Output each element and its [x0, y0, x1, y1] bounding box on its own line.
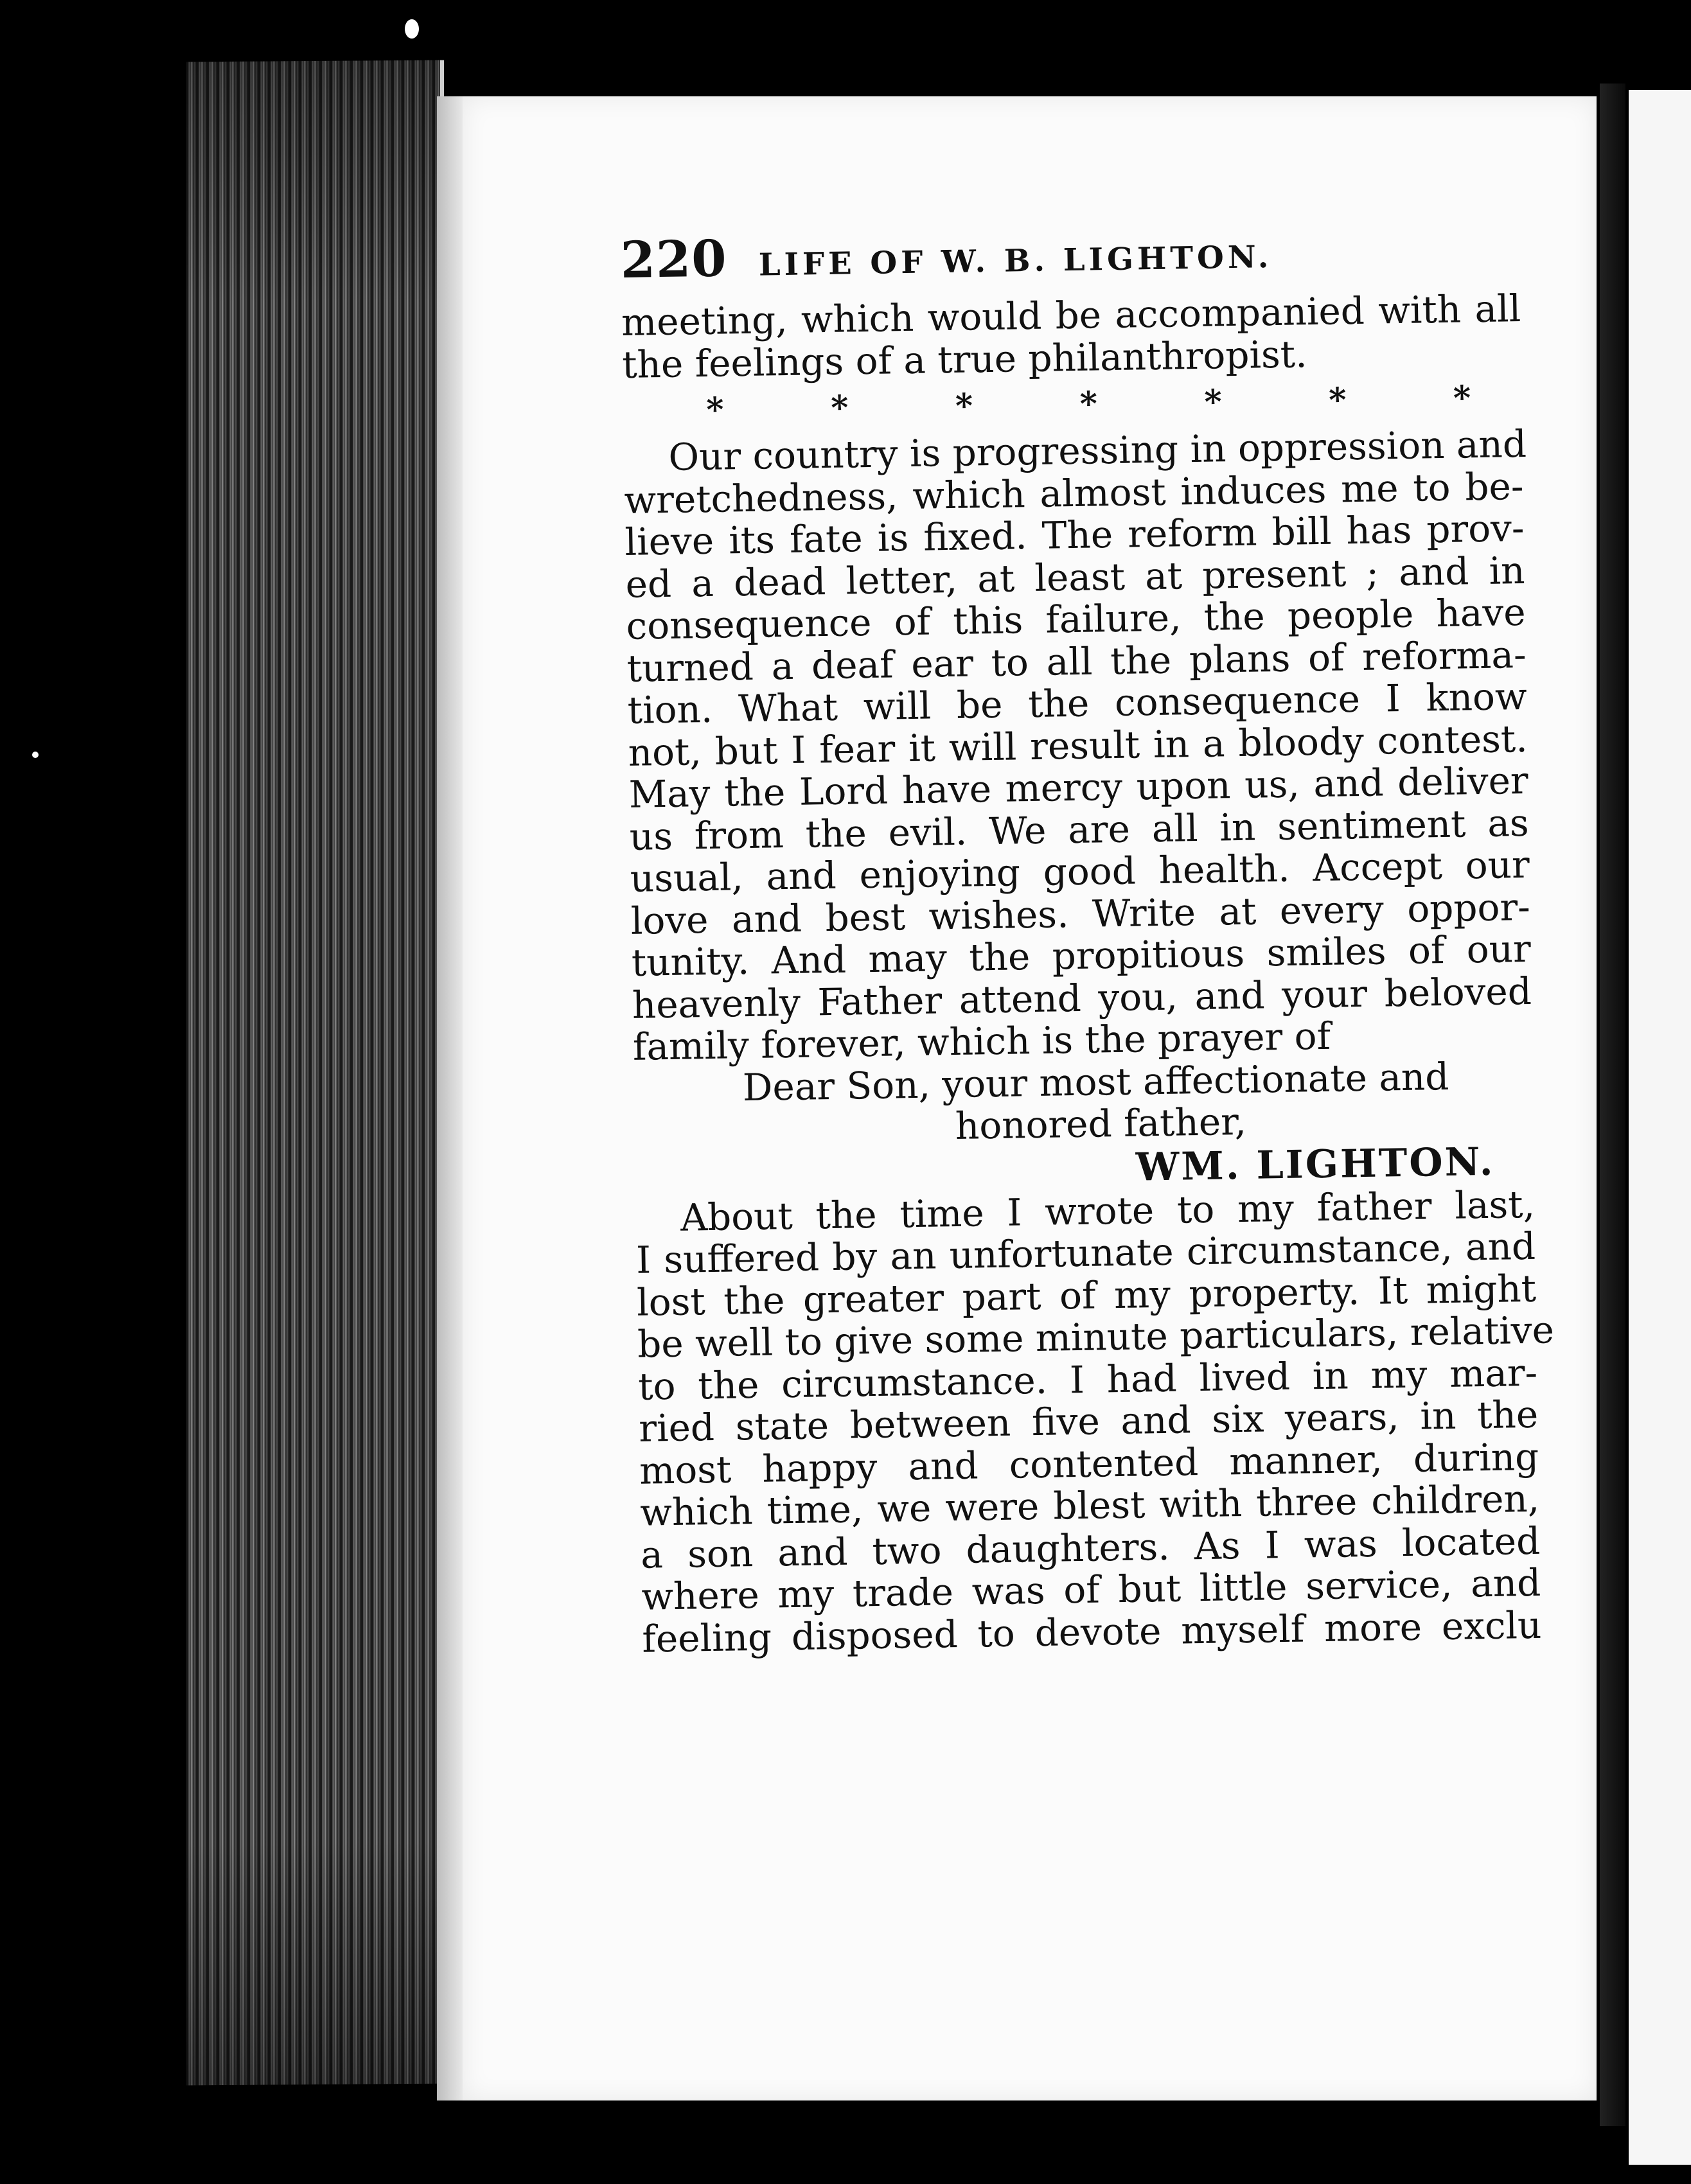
text-line: Our country is progressing in oppression and: [668, 421, 1527, 479]
text-line: ried state between five and six years, in the: [638, 1392, 1539, 1450]
asterisk: *: [1328, 380, 1347, 420]
scan-speck: [32, 752, 39, 758]
text-line: feeling disposed to devote myself more exclu: [641, 1603, 1542, 1661]
text-line: heavenly Father attend you, and your beloved: [632, 969, 1532, 1027]
text-line: lost the greater part of my property. It might: [636, 1266, 1537, 1325]
text-line: tunity. And may the propitious smiles of our: [631, 926, 1532, 985]
text-line: May the Lord have mercy upon us, and deliver: [628, 758, 1529, 816]
text-line: family forever, which is the prayer of: [632, 1014, 1331, 1069]
text-line: ed a dead letter, at least at present ; and in: [625, 548, 1525, 606]
text-line: lieve its fate is fixed. The reform bill has prov-: [624, 506, 1525, 564]
asterisk: *: [830, 388, 849, 428]
closing-relation: honored father,: [955, 1099, 1247, 1148]
text-line: be well to give some minute particulars, relative: [637, 1308, 1555, 1366]
page-number: 220: [620, 229, 728, 290]
text-line: a son and two daughters. As I was located: [640, 1519, 1541, 1577]
text-line: wretchedness, which almost induces me to be-: [624, 464, 1524, 522]
closing-salutation: Dear Son, your most affectionate and: [742, 1054, 1449, 1109]
binding-shadow: [1600, 84, 1625, 2126]
signature: WM. LIGHTON.: [1135, 1139, 1496, 1190]
text-line: turned a deaf ear to all the plans of reforma-: [626, 632, 1527, 691]
text-line: where my trade was of but little service, and: [641, 1560, 1541, 1619]
text-line: to the circumstance. I had lived in my mar-: [637, 1350, 1538, 1409]
text-line: I suffered by an unfortunate circumstance, and: [635, 1224, 1536, 1282]
text-line: usual, and enjoying good health. Accept our: [630, 842, 1530, 901]
text-line: us from the evil. We are all in sentiment as: [629, 800, 1530, 859]
text-line: tion. What will be the consequence I know: [627, 674, 1528, 732]
text-line: About the time I wrote to my father last,: [680, 1182, 1536, 1240]
text-line: most happy and contented manner, during: [639, 1434, 1539, 1493]
text-line: not, but I fear it will result in a bloody contest.: [628, 716, 1528, 775]
asterisk: *: [1079, 384, 1098, 424]
running-title: LIFE OF W. B. LIGHTON.: [758, 239, 1273, 283]
text-line: which time, we were blest with three children,: [639, 1476, 1540, 1535]
text-line: meeting, which would be accompanied with all: [621, 286, 1521, 344]
asterisk: *: [705, 390, 725, 430]
asterisk: *: [1204, 382, 1223, 422]
text-line: the feelings of a true philanthropist.: [621, 331, 1307, 387]
facing-page-sliver: [1629, 90, 1691, 2165]
book-fore-edge: [186, 60, 444, 2086]
scan-speck: [405, 19, 419, 39]
text-line: love and best wishes. Write at every oppor-: [630, 885, 1531, 943]
page-text: [620, 217, 1555, 1661]
asterisk: *: [955, 386, 973, 426]
asterisk: *: [1453, 378, 1471, 418]
text-line: consequence of this failure, the people have: [626, 590, 1527, 648]
